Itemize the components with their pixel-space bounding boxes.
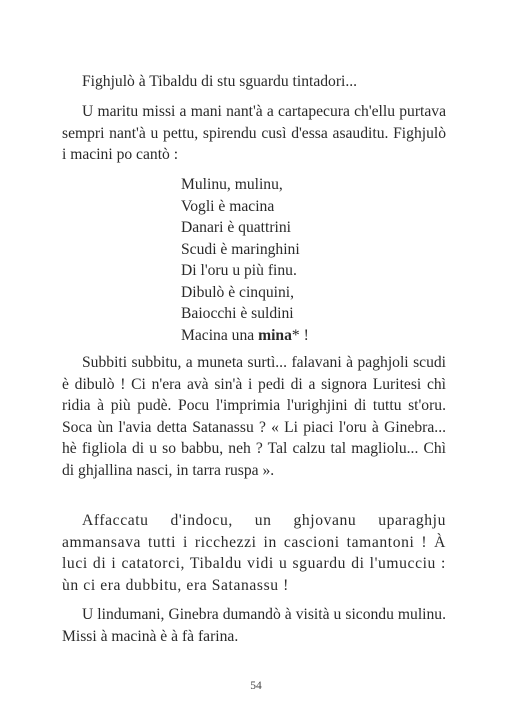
paragraph-5: U lindumani, Ginebra dumandò à visità u sicondu mulinu. Missi à macinà è à fà farina. xyxy=(62,606,446,645)
poem-bold-word: mina xyxy=(258,326,292,344)
poem-last-line-suffix: * ! xyxy=(291,326,309,344)
poem-line: Scudi è maringhini xyxy=(181,240,300,258)
paragraph-3: Subbiti subbitu, a muneta surtì... falavani à paghjoli scudi è dibulò ! Ci n'era avà sin'à i pedi di a signora Luritesi chì ridia à più pudè. Pocu l'imprimia l'urighjini di tuttu st'oru. Soca ùn l'avia detta Satanassu ? « Li piaci l'oru à Ginebra... hè figliola di u so babbu, neh ? Tal calzu tal magliolu... Chì di ghjallina nasci, in tarra ruspa ». xyxy=(62,354,446,479)
poem-line: Baiocchi è suldini xyxy=(181,305,294,322)
paragraph-1: Fighjulò à Tibaldu di stu sguardu tintadori... xyxy=(82,73,358,90)
paragraph-2: U maritu missi a mani nant'à a cartapecura ch'ellu purtava sempri nant'à u pettu, spirendu cusì d'essa asauditu. Fighjulò i macini po cantò : xyxy=(62,103,446,163)
poem-line: Mulinu, mulinu, xyxy=(181,176,283,193)
poem-last-line-prefix: Macina una xyxy=(181,326,259,344)
poem xyxy=(181,174,309,346)
poem-line: Di l'oru u più finu. xyxy=(181,262,297,279)
page-number: 54 xyxy=(250,680,262,692)
poem-last-line xyxy=(181,325,309,347)
paragraph-4: Affaccatu d'indocu, un ghjovanu uparaghju ammansava tutti i ricchezzi in cascioni tamantoni ! À luci di i catatorci, Tibaldu vidi u sguardu di l'umucciu : ùn ci era dubbitu, era Satanassu ! xyxy=(62,512,446,594)
poem-line: Danari è quattrini xyxy=(181,219,291,236)
poem-line: Dibulò è cinquini, xyxy=(181,283,295,301)
poem-line: Vogli è macina xyxy=(181,197,275,215)
